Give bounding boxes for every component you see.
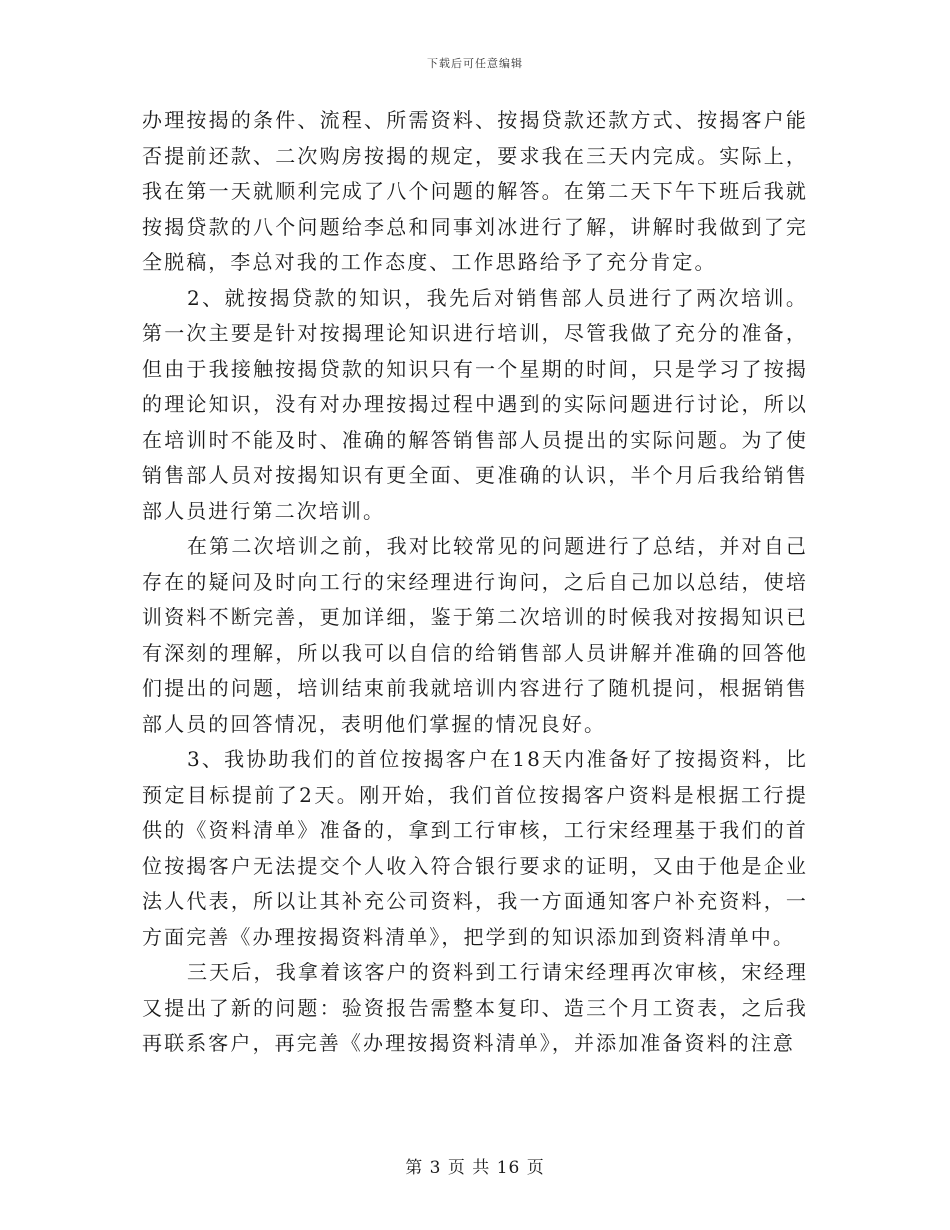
paragraph-2: 2、就按揭贷款的知识，我先后对销售部人员进行了两次培训。第一次主要是针对按揭理论知识进行培训，尽管我做了充分的准备，但由于我接触按揭贷款的知识只有一个星期的时间，只是学习了按揭的理论知识，没有对办理按揭过程中遇到的实际问题进行讨论，所以在培训时不能及时、准确的解答销售部人员提出的实际问题。为了使销售部人员对按揭知识有更全面、更准确的认识，半个月后我给销售部人员进行第二次培训。 (142, 285, 808, 523)
document-body (142, 103, 808, 1062)
page-header-note: 下载后可任意编辑 (427, 57, 523, 70)
page-number: 第 3 页 共 16 页 (405, 1158, 545, 1178)
paragraph-3: 在第二次培训之前，我对比较常见的问题进行了总结，并对自己存在的疑问及时向工行的宋经理进行询问，之后自己加以总结，使培训资料不断完善，更加详细，鉴于第二次培训的时候我对按揭知识已有深刻的理解，所以我可以自信的给销售部人员讲解并准确的回答他们提出的问题，培训结束前我就培训内容进行了随机提问，根据销售部人员的回答情况，表明他们掌握的情况良好。 (142, 534, 808, 736)
paragraph-4: 3、我协助我们的首位按揭客户在18天内准备好了按揭资料，比预定目标提前了2天。刚开始，我们首位按揭客户资料是根据工行提供的《资料清单》准备的，拿到工行审核，工行宋经理基于我们的首位按揭客户无法提交个人收入符合银行要求的证明，又由于他是企业法人代表，所以让其补充公司资料，我一方面通知客户补充资料，一方面完善《办理按揭资料清单》，把学到的知识添加到资料清单中。 (142, 747, 808, 949)
paragraph-1: 办理按揭的条件、流程、所需资料、按揭贷款还款方式、按揭客户能否提前还款、二次购房按揭的规定，要求我在三天内完成。实际上，我在第一天就顺利完成了八个问题的解答。在第二天下午下班后我就按揭贷款的八个问题给李总和同事刘冰进行了解，讲解时我做到了完全脱稿，李总对我的工作态度、工作思路给予了充分肯定。 (142, 108, 808, 274)
paragraph-5: 三天后，我拿着该客户的资料到工行请宋经理再次审核，宋经理又提出了新的问题：验资报告需整本复印、造三个月工资表，之后我再联系客户，再完善《办理按揭资料清单》，并添加准备资料的注意 (142, 960, 808, 1055)
